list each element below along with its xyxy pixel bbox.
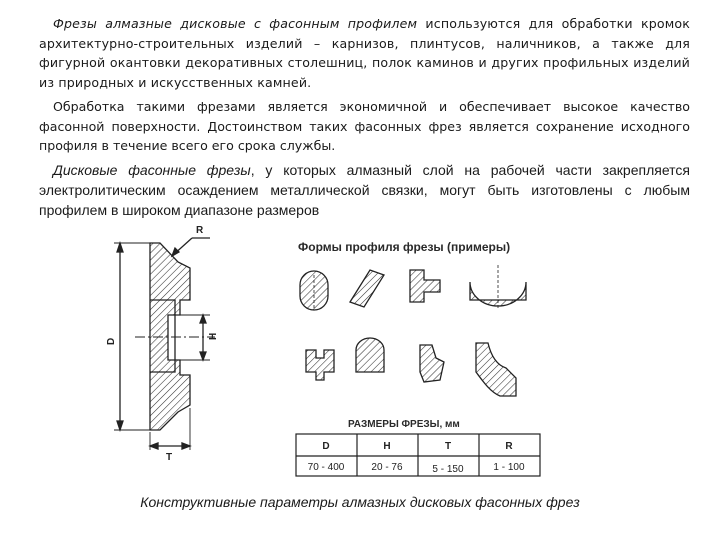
paragraph-2-text: Обработка такими фрезами является экономичной и обеспечивает высокое качество фасонной поверхности. Достоинством таких фасонных фрез является сохранение исходного профиля в течение всего его срока службы. (39, 99, 690, 153)
profile-shape-1 (300, 271, 328, 310)
sizes-value-t: 5 - 150 (432, 464, 464, 475)
paragraph-3-italic: Дисковые фасонные фрезы (53, 162, 251, 178)
profile-shape-6 (356, 338, 384, 372)
label-r: R (196, 225, 204, 236)
profile-shape-2 (350, 270, 384, 307)
profile-shape-5 (306, 350, 334, 380)
label-d: D (106, 337, 117, 345)
profile-shape-4 (470, 265, 526, 308)
label-t: T (166, 452, 173, 463)
profile-shape-8 (476, 343, 516, 396)
figure-caption: Конструктивные параметры алмазных дисковых фасонных фрез (140, 494, 580, 510)
paragraph-1-italic: Фрезы алмазные дисковые с фасонным профилем (53, 16, 418, 31)
paragraph-3-text: , у которых алмазный слой на рабочей части закрепляется электролитическим осаждением металлической связки, могут быть изготовлены с любым профилем в широком диапазоне размеров (39, 162, 690, 218)
profile-shape-7 (420, 345, 444, 382)
sizes-value-h: 20 - 76 (371, 462, 403, 473)
profiles-title: Формы профиля фрезы (примеры) (298, 240, 511, 254)
label-h: H (208, 332, 219, 340)
sizes-value-d: 70 - 400 (307, 462, 345, 473)
paragraph-1-text: используются для обработки кромок архитектурно-строительных изделий – карнизов, плинтусов, наличников, а также для фигурной окантовки декоративных столешниц, полок каминов и других профильных изделий из природных и искусственных камней. (39, 16, 691, 90)
profile-shape-3 (410, 270, 440, 302)
sizes-header-t: T (444, 441, 452, 452)
sizes-header-h: H (383, 441, 391, 452)
sizes-header-r: R (505, 441, 513, 452)
cutter-section-drawing (114, 238, 215, 450)
sizes-header-d: D (322, 441, 330, 452)
profile-examples (300, 265, 526, 396)
sizes-title: РАЗМЕРЫ ФРЕЗЫ, мм (348, 419, 460, 430)
sizes-value-r: 1 - 100 (493, 462, 525, 473)
